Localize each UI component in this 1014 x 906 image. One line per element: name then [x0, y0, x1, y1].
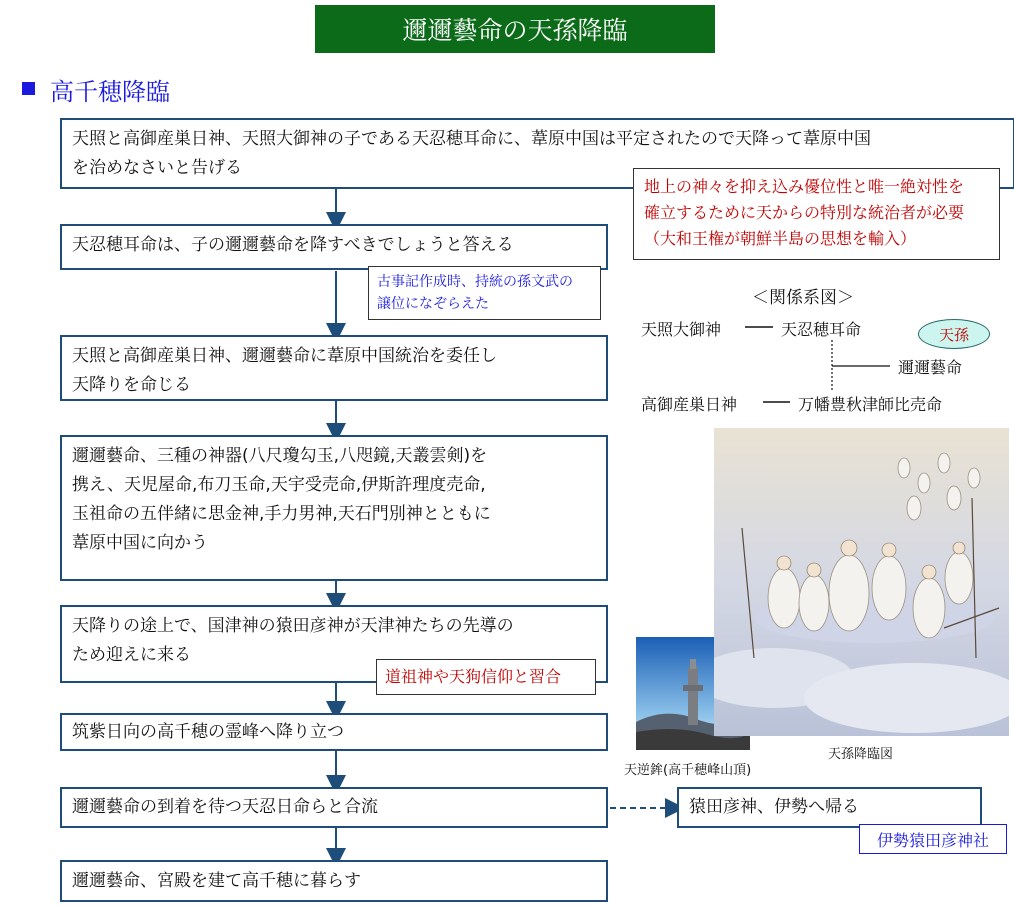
- caption-painting: 天孫降臨図: [828, 747, 894, 762]
- shrine-label: 伊勢猿田彦神社: [859, 824, 1007, 854]
- note-kojiki: [368, 266, 601, 320]
- section-heading: 高千穂降臨: [50, 78, 170, 106]
- note-tenkou-line2: 確立するために天からの特別な統治者が必要: [644, 203, 965, 222]
- step-2-line1: 天忍穂耳命は、子の邇邇藝命を降すべきでしょうと答える: [72, 235, 514, 255]
- step-box-8: [60, 860, 608, 902]
- step-box-6: [60, 713, 608, 751]
- tree-yorozuhata: 万幡豊秋津師比売命: [798, 395, 943, 414]
- tree-amaterasu: 天照大御神: [641, 320, 722, 339]
- step-8-line1: 邇邇藝命、宮殿を建て高千穂に暮らす: [72, 871, 361, 891]
- step-3-line2: 天降りを命じる: [72, 375, 191, 395]
- step-1-line2: を治めなさいと告げる: [72, 158, 242, 178]
- tree-takamimusubi: 高御産巣日神: [641, 395, 738, 414]
- step-box-7: [60, 787, 608, 828]
- step-3-line1: 天照と高御産巣日神、邇邇藝命に葦原中国統治を委任し: [72, 346, 497, 366]
- note-dosojin-text: 道祖神や天狗信仰と習合: [385, 667, 562, 686]
- step-4-line2: 携え、天児屋命,布刀玉命,天宇受売命,伊斯許理度売命,: [72, 475, 486, 495]
- page-title: 邇邇藝命の天孫降臨: [315, 5, 715, 53]
- note-tenkou-reason: [633, 168, 1000, 260]
- tree-ninigi: 邇邇藝命: [898, 358, 963, 377]
- tenson-korin-painting: [714, 428, 1009, 736]
- sarutahiko-text: 猿田彦神、伊勢へ帰る: [689, 797, 859, 817]
- step-5-line1: 天降りの途上で、国津神の猿田彦神が天津神たちの先導の: [72, 616, 514, 636]
- kankei-heading: ＜関係系図＞: [752, 288, 854, 308]
- section-bullet-icon: [22, 82, 35, 95]
- step-7-line1: 邇邇藝命の到着を待つ天忍日命らと合流: [72, 797, 378, 817]
- step-6-line1: 筑紫日向の高千穂の霊峰へ降り立つ: [72, 722, 344, 742]
- note-tenkou-line1: 地上の神々を抑え込み優位性と唯一絶対性を: [644, 177, 965, 196]
- step-box-3: [60, 335, 608, 401]
- tree-oshihomimi: 天忍穂耳命: [781, 320, 862, 339]
- step-4-line3: 玉祖命の五伴緒に思金神,手力男神,天石門別神とともに: [72, 504, 491, 524]
- step-box-4: [60, 435, 608, 581]
- step-4-line4: 葦原中国に向かう: [72, 533, 208, 553]
- step-4-line1: 邇邇藝命、三種の神器(八尺瓊勾玉,八咫鏡,天叢雲剣)を: [72, 446, 488, 466]
- step-box-2: [60, 224, 608, 270]
- tenson-badge: 天孫: [918, 319, 990, 349]
- sarutahiko-box: [677, 787, 982, 828]
- note-kojiki-line2: 譲位になぞらえた: [377, 296, 489, 312]
- note-tenkou-line3: （大和王権が朝鮮半島の思想を輸入）: [644, 229, 917, 248]
- step-5-line2: ため迎えに来る: [72, 645, 191, 665]
- step-1-line1: 天照と高御産巣日神、天照大御神の子である天忍穂耳命に、葦原中国は平定されたので天降って葦原中国: [72, 129, 871, 149]
- note-dosojin: [376, 659, 596, 695]
- note-kojiki-line1: 古事記作成時、持統の孫文武の: [377, 274, 573, 290]
- caption-sakahoko: 天逆鉾(高千穂峰山頂): [624, 763, 752, 778]
